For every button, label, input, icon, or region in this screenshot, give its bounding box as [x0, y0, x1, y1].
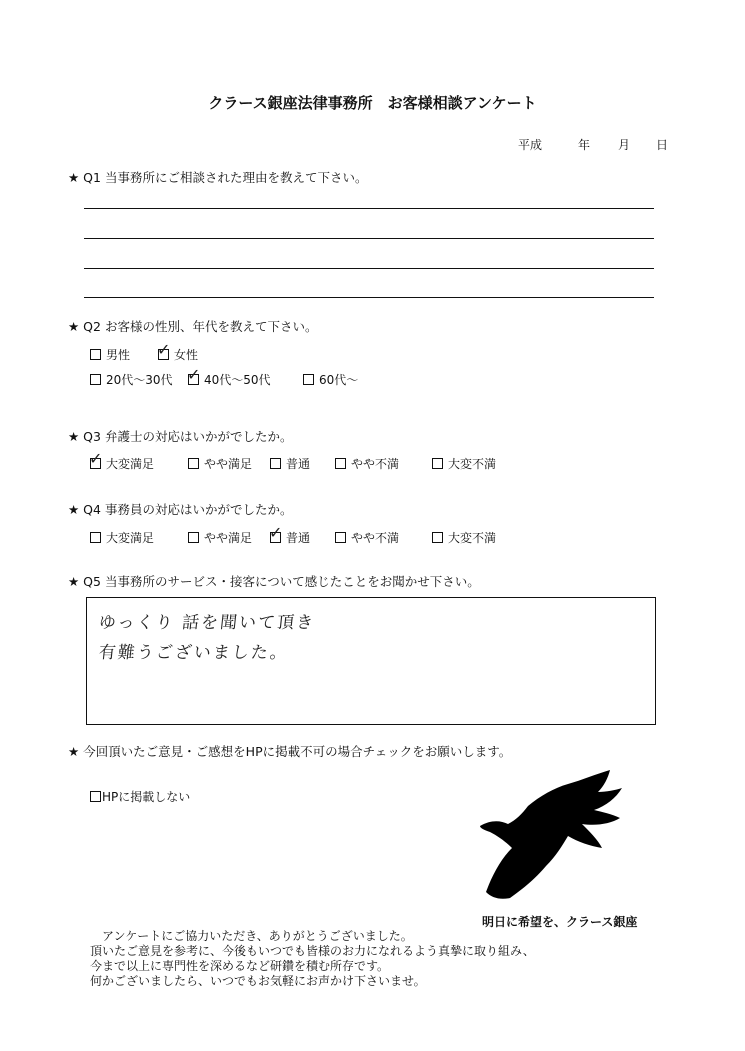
q1-answer-line-4[interactable]: [84, 297, 654, 298]
q5-answer-box[interactable]: [86, 597, 656, 725]
date-era: 平成: [518, 138, 543, 152]
checkbox-icon[interactable]: [335, 532, 346, 543]
hp-opt-out[interactable]: [90, 788, 190, 805]
checkbox-icon[interactable]: [269, 523, 283, 543]
q4-option-somewhat-satisfied[interactable]: [188, 529, 252, 546]
checkbox-icon[interactable]: [432, 532, 443, 543]
closing-message: アンケートにご協力いただき、ありがとうございました。 頂いたご意見を参考に、今後もいつでも皆様のお力になれるよう真摯に取り組み、 今まで以上に専門性を深めるなど研鑽を積む所存です。 何かございましたら、いつでもお気軽にお声かけ下さいませ。: [90, 929, 535, 988]
q3-label: ★ Q3 弁護士の対応はいかがでしたか。: [68, 429, 293, 444]
q2-label: ★ Q2 お客様の性別、年代を教えて下さい。: [68, 319, 318, 334]
checkbox-icon[interactable]: [90, 349, 101, 360]
q5-answer-line-1: ゆっくり 話を聞いて頂き: [97, 613, 317, 633]
check-mark-icon: ✓: [187, 365, 201, 384]
check-mark-icon: ✓: [157, 340, 171, 359]
option-label: やや不満: [351, 531, 400, 545]
q4-option-neutral[interactable]: [269, 523, 311, 546]
option-label: やや不満: [351, 457, 400, 471]
date-day: 日: [656, 138, 669, 152]
option-label: 大変満足: [106, 531, 155, 545]
option-label: 20代～30代: [106, 373, 173, 387]
q2-age-20-30[interactable]: [90, 371, 173, 388]
q1-label: ★ Q1 当事務所にご相談された理由を教えて下さい。: [68, 170, 368, 185]
q2-age-40-50[interactable]: [187, 365, 271, 388]
bird-logo-icon: [470, 762, 630, 902]
q4-option-somewhat-dissatisfied[interactable]: [335, 529, 399, 546]
checkbox-icon[interactable]: [303, 374, 314, 385]
q3-option-somewhat-satisfied[interactable]: [188, 455, 252, 472]
date-month: 月: [618, 138, 631, 152]
option-label: 40代～50代: [204, 373, 271, 387]
check-mark-icon: ✓: [269, 523, 283, 542]
q5-label: ★ Q5 当事務所のサービス・接客について感じたことをお聞かせ下さい。: [68, 574, 480, 589]
q5-answer-line-2: 有難うございました。: [97, 643, 290, 663]
q3-option-very-dissatisfied[interactable]: [432, 455, 496, 472]
q2-gender-male[interactable]: [90, 346, 130, 363]
checkbox-icon[interactable]: [157, 340, 171, 360]
checkbox-icon[interactable]: [188, 532, 199, 543]
option-label: 普通: [286, 457, 311, 471]
q1-answer-line-3[interactable]: [84, 268, 654, 269]
q4-option-very-satisfied[interactable]: [90, 529, 154, 546]
slogan: 明日に希望を、クラース銀座: [482, 915, 638, 929]
checkbox-icon[interactable]: [188, 458, 199, 469]
option-label: 大変不満: [448, 531, 497, 545]
checkbox-icon[interactable]: [432, 458, 443, 469]
q1-answer-line-1[interactable]: [84, 208, 654, 209]
hp-label: ★ 今回頂いたご意見・ご感想をHPに掲載不可の場合チェックをお願いします。: [68, 744, 512, 759]
q4-option-very-dissatisfied[interactable]: [432, 529, 496, 546]
option-label: 大変満足: [106, 457, 155, 471]
checkbox-icon[interactable]: [335, 458, 346, 469]
q1-answer-line-2[interactable]: [84, 238, 654, 239]
option-label: 60代～: [319, 373, 359, 387]
q4-label: ★ Q4 事務員の対応はいかがでしたか。: [68, 502, 293, 517]
check-mark-icon: ✓: [89, 449, 103, 468]
date-year: 年: [578, 138, 591, 152]
checkbox-icon[interactable]: [270, 458, 281, 469]
option-label: 男性: [106, 348, 131, 362]
option-label: やや満足: [204, 457, 253, 471]
page-title: クラース銀座法律事務所 お客様相談アンケート: [208, 94, 537, 112]
checkbox-icon[interactable]: [90, 791, 101, 802]
q2-gender-female[interactable]: [157, 340, 199, 363]
option-label: 大変不満: [448, 457, 497, 471]
q3-option-very-satisfied[interactable]: [89, 449, 155, 472]
option-label: やや満足: [204, 531, 253, 545]
checkbox-icon[interactable]: [90, 374, 101, 385]
q2-age-60[interactable]: [303, 371, 358, 388]
checkbox-icon[interactable]: [90, 532, 101, 543]
checkbox-icon[interactable]: [89, 449, 103, 469]
q3-option-neutral[interactable]: [270, 455, 310, 472]
option-label: HPに掲載しない: [102, 790, 191, 804]
option-label: 女性: [174, 348, 199, 362]
checkbox-icon[interactable]: [187, 365, 201, 385]
option-label: 普通: [286, 531, 311, 545]
q3-option-somewhat-dissatisfied[interactable]: [335, 455, 399, 472]
